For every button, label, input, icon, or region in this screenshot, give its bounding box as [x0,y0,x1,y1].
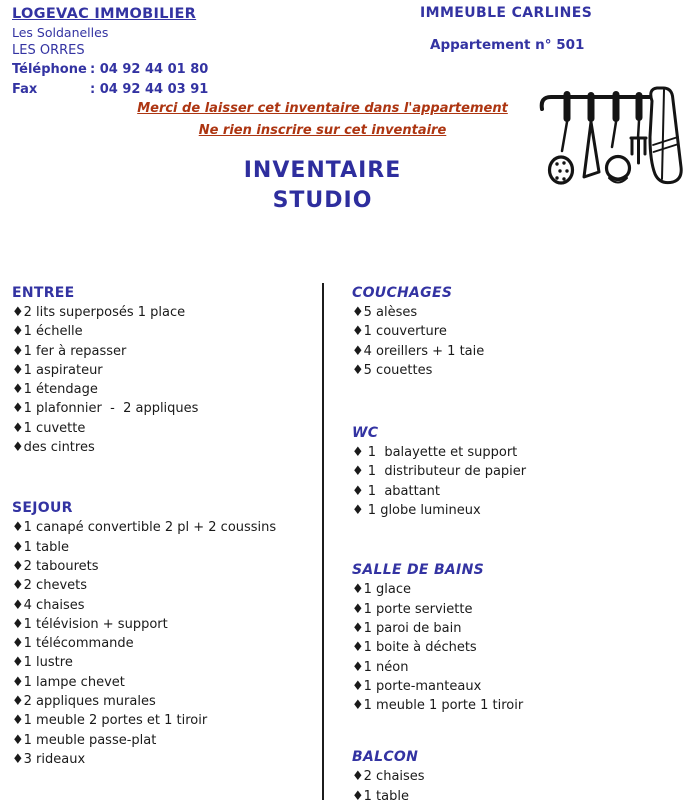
inventory-item: ♦1 glace [352,582,412,598]
item-list-sejour [12,518,312,769]
document-title [0,156,645,216]
agency-block [12,5,208,99]
inventory-item: ♦1 couverture [352,324,447,340]
inventory-item: ♦1 aspirateur [12,362,103,378]
notice-line-2: Ne rien inscrire sur cet inventaire [198,123,447,138]
phone-label: Téléphone [12,62,87,77]
inventory-item: ♦1 plafonnier - 2 appliques [12,401,199,417]
building-block [420,5,592,53]
inventory-item: ♦1 table [12,539,69,555]
agency-address-line2: LES ORRES [12,43,85,58]
inventory-item: ♦1 porte-manteaux [352,678,482,694]
notice-line-1: Merci de laisser cet inventaire dans l'appartement [137,101,508,116]
building-name: IMMEUBLE CARLINES [420,5,593,21]
inventory-item: ♦1 lustre [12,655,73,671]
inventory-item: ♦1 lampe chevet [12,674,125,690]
item-list-entree [12,303,312,457]
section-couchages [352,283,682,380]
section-title-sejour: SEJOUR [12,500,73,517]
inventory-item: ♦5 couettes [352,362,433,378]
agency-address-line1: Les Soldanelles [12,25,109,40]
section-title-salle-de-bains: SALLE DE BAINS [352,562,484,579]
section-title-balcon: BALCON [352,749,419,766]
inventory-item: ♦1 table [352,788,409,804]
inventory-item: ♦2 lits superposés 1 place [12,305,186,320]
left-column [12,283,312,769]
item-list-salle-de-bains [352,580,682,715]
item-list-balcon [352,767,682,806]
inventory-item: ♦1 télécommande [12,636,134,652]
inventory-item: ♦4 oreillers + 1 taie [352,343,485,359]
inventory-item: ♦3 rideaux [12,751,86,767]
section-title-couchages: COUCHAGES [352,285,453,301]
section-balcon [352,747,682,806]
inventory-item: ♦1 boite à déchets [352,640,477,656]
inventory-item: ♦1 meuble passe-plat [12,732,157,748]
phone-value: : 04 92 44 01 80 [90,62,209,77]
title-line-1: INVENTAIRE [243,158,402,183]
inventory-item: ♦ 1 abattant [352,483,441,499]
inventory-item: ♦1 porte serviette [352,601,473,617]
inventory-item: ♦4 chaises [12,597,85,613]
inventory-item: ♦5 alèses [352,305,418,320]
item-list-couchages [352,303,682,380]
inventory-item: ♦1 meuble 1 porte 1 tiroir [352,698,524,714]
right-column [352,283,682,806]
inventory-item: ♦2 appliques murales [12,694,156,710]
item-list-wc [352,443,682,520]
title-line-2: STUDIO [272,188,373,213]
inventory-item: ♦1 néon [352,659,409,675]
inventory-item: ♦1 cuvette [12,420,86,436]
inventory-item: ♦ 1 distributeur de papier [352,464,527,480]
section-title-wc: WC [352,425,379,442]
inventory-item: ♦des cintres [12,440,95,456]
inventory-item: ♦1 meuble 2 portes et 1 tiroir [12,713,208,729]
inventory-item: ♦1 canapé convertible 2 pl + 2 coussins [12,520,277,536]
column-divider [322,283,324,800]
inventory-item: ♦ 1 globe lumineux [352,503,481,519]
inventory-item: ♦1 fer à repasser [12,343,127,359]
section-sejour [12,498,312,769]
inventory-item: ♦1 échelle [12,324,83,340]
fax-value: : 04 92 44 03 91 [90,81,209,97]
inventory-item: ♦1 paroi de bain [352,620,462,636]
section-title-entree: ENTREE [12,285,75,301]
section-entree [12,283,312,457]
section-wc [352,423,682,520]
agency-name: LOGEVAC IMMOBILIER [12,6,197,22]
inventory-item: ♦ 1 balayette et support [352,445,518,461]
inventory-item: ♦1 télévision + support [12,616,168,632]
fax-label: Fax [12,81,38,97]
inventory-item: ♦2 chaises [352,769,425,785]
agency-phone [12,60,208,80]
inventory-item: ♦2 chevets [12,578,88,594]
inventory-item: ♦2 tabourets [12,558,99,574]
apartment-number: Appartement n° 501 [430,37,585,53]
section-salle-de-bains [352,560,682,715]
inventory-item: ♦1 étendage [12,382,98,398]
